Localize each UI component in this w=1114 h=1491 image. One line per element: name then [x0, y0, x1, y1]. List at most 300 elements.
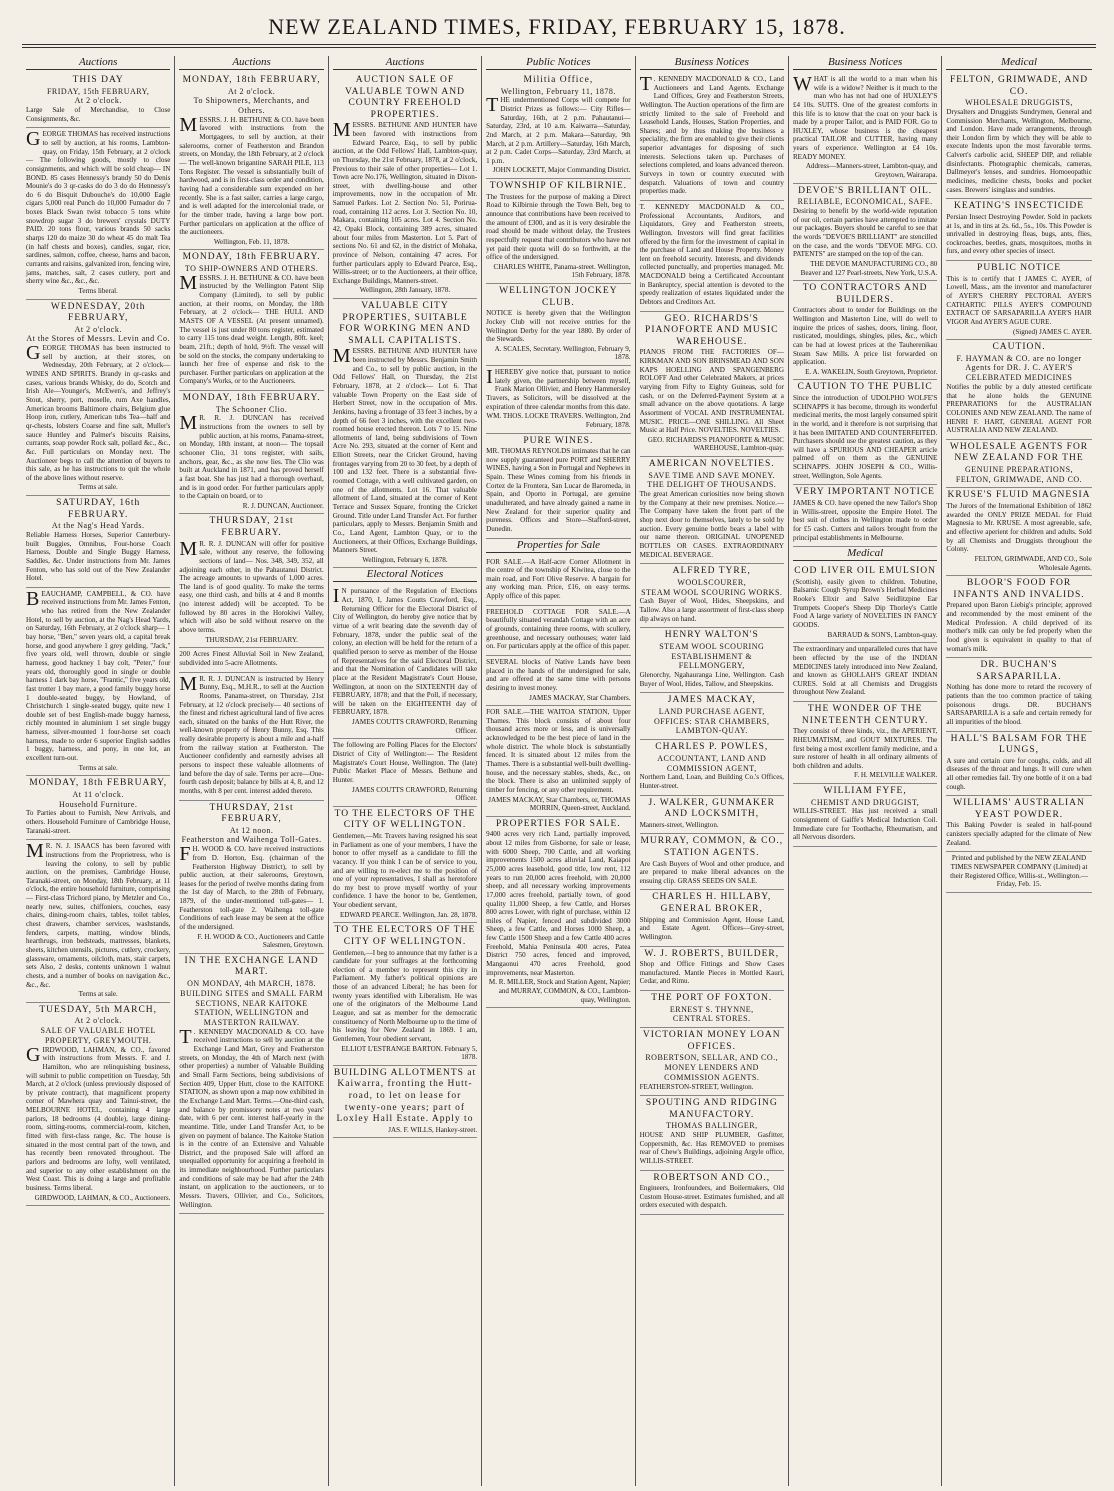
ad-body-text: [946, 601, 1091, 653]
ad-body-text: [333, 347, 477, 554]
ad-heading-line: ON MONDAY, 4th MARCH, 1878.: [187, 979, 317, 989]
advertisement: [793, 702, 937, 784]
ad-heading-line: Featherston and Waihenga Toll-Gates.: [181, 835, 322, 845]
ad-heading-line: BUILDING ALLOTMENTS at Kaiwarra, fronting the Hutt-road, to let on lease for twenty-one years; part of Loxley Hall Estate. Apply to: [333, 1067, 477, 1125]
ad-body-text: [640, 773, 784, 790]
advertisement: [946, 340, 1091, 440]
ad-body-text: [179, 537, 324, 635]
ad-signature: WM. THOS. LOCKE TRAVERS. Wellington, 2nd February, 1878.: [486, 412, 631, 429]
ad-body-text: [640, 75, 784, 196]
ad-heading-line: ROBERTSON, SELLAR, AND CO., MONEY LENDERS AND COMMISSION AGENTS.: [645, 1053, 779, 1082]
ad-heading-line: At the Nag's Head Yards.: [51, 521, 145, 531]
ad-body: To Parties about to Furnish, New Arrivals, and others. Household Furniture of Cambridge House, Taranaki-street.: [26, 809, 171, 835]
ad-body-text: [793, 727, 937, 770]
ad-heading-line: KEATING'S INSECTICIDE: [953, 201, 1085, 212]
ad-heading-line: AUCTION SALE OF VALUABLE TOWN AND COUNTRY FREEHOLD PROPERTIES.: [345, 75, 465, 120]
masthead-rule: [22, 44, 1096, 45]
ad-heading-line: MONDAY, 18th FEBRUARY,: [29, 778, 168, 789]
advertisement: [333, 923, 477, 1065]
ad-body-text: [793, 207, 937, 259]
ad-body: PIANOS FROM THE FACTORIES OF— KIRKMAN AND SON BRINSMEAD AND SON KAPS HOELLING AND SPANGENBERG ROLOFF And other Celebrated Makers, at prices varying from Fifty to Eighty Guineas, sold for cash, or on the Deferred-Payment System at a small advance on the above quotations. A large Assortment of VOCAL AND INSTRUMENTAL MUSIC. PRICE—ONE SHILLING. All Sheet Music at Half Price. NOVELTIES. NOVELTIES.: [639, 348, 784, 435]
ad-heading-line: FELTON, GRIMWADE, AND CO.: [955, 474, 1083, 484]
ad-signature: JAMES MACKAY, Star Chambers.: [529, 693, 631, 702]
ad-body: H. WOOD & CO. have received instructions from D. Horton, Esq. (chairman of the Featherston Highway District), to sell by public auction, at their salerooms, Greytown, leases for the period of twelve months dating from the 1st day of March, to the 28th of February, 1879, of the under-mentioned toll-gates— 1. Featherston toll-gate 2. Waihenga toll-gate Conditions of each lease may be seen at the office of the undersigned.: [179, 845, 324, 931]
ad-signature: GIRDWOOD, LAHMAN, & CO., Auctioneers.: [34, 1193, 171, 1202]
ad-body: Shipping and Commission Agent, House Land, and Estate Agent. Offices—Grey-street, Wellington.: [639, 915, 784, 941]
ad-body: Shop and Office Fittings and Show Cases manufactured. Mantle Pieces in Mottled Kauri, Cedar, and Rimu.: [639, 960, 784, 986]
ad-heading-line: PROPERTIES FOR SALE.: [495, 818, 621, 829]
ad-signature: M. R. MILLER, Stock and Station Agent, Napier; and MURRAY, COMMON, & CO., Lambton-quay, Wellington.: [488, 978, 631, 1004]
ad-body: Nothing has done more to retard the recovery of patients than the too common practice of taking poisonous drugs. DR. BUCHAN'S SARSAPARILLA is a safe and certain remedy for all impurities of the blood.: [946, 683, 1092, 726]
advertisement: [640, 1171, 784, 1216]
ad-heading-line: At 2 o'clock.: [74, 96, 122, 106]
advertisement: [640, 947, 784, 992]
ad-heading-line: THOMAS BALLINGER,: [665, 1121, 758, 1131]
ad-body-text: [486, 558, 630, 601]
ad-footer: Wellington, 28th January, 1878.: [359, 286, 451, 295]
ad-body-text: [486, 708, 630, 794]
ad-body: Cash Buyer of Wool, Hides, Sheepskins, and Tallow. Also a large assortment of first-class sheep dip always on hand.: [639, 597, 784, 623]
advertisement: [486, 556, 630, 606]
ad-heading-line: THE DELIGHT OF THOUSANDS.: [647, 480, 777, 490]
ad-heading-line: STEAM WOOL SCOURING WORKS.: [641, 587, 783, 597]
ad-body: SEVERAL blocks of Native Lands have been placed in the hands of the undersigned for sale, and are offered at the same time with persons desiring to invest money.: [486, 657, 631, 692]
advertisement: [640, 1028, 784, 1096]
ad-body: Are Cash Buyers of Wool and other produce, and are prepared to make liberal advances on the ensuing clip. GRASS SEEDS ON SALE.: [639, 859, 784, 885]
ad-heading-line: To Shipowners, Merchants, and Others.: [193, 96, 310, 116]
ad-body: R. R. J. DUNCAN will offer for positive sale, without any reserve, the following sections of land— Nos. 348, 349, 352, all adjoining each other, in the Pahautanui District. The acreage amounts to upwards of 1,000 acres. The land is of good quality. To make the terms easy, one third cash, and bills at 4 and 8 months (no interest added) will be accepted. To be followed by 80 acres in the Horokiwi Valley, which will also be sold without reserve on the above terms.: [179, 539, 324, 635]
advertisement: [640, 457, 784, 564]
ad-body-text: [486, 309, 630, 344]
ad-body-text: [640, 597, 784, 623]
ad-body: They consist of three kinds, viz., the APERIENT, RHEUMATISM, and GOUT MIXTURES. The first being a most excellent family medicine, and a sure restorer of health in all ordinary ailments of both children and adults.: [792, 727, 938, 770]
advertisement: [486, 706, 630, 817]
ad-heading-line: CAUTION.: [992, 342, 1046, 353]
ad-heading-line: SATURDAY, 16th FEBRUARY.: [56, 498, 141, 520]
ad-heading-line: OFFICES: STAR CHAMBERS,: [653, 716, 770, 726]
ad-body: ESSRS. J. H. BETHUNE & CO. have been instructed by the Wellington Patent Slip Company (Limited), to sell by public auction, at their rooms, on Monday, the 18th February, at 2 o'clock— THE HULL AND MASTS OF A VESSEL (At present unnamed). The vessel is just under 80 tons register, estimated to carry 115 tons dead weight. Length, 80ft. keel; beam, 21ft.; depth of hold, 9½ft. The vessel will be sold on the stocks, the company undertaking to launch her free of expense and risk to the purchaser. Further particulars on application at the Company's Works, or to the Auctioneers.: [179, 273, 324, 386]
ad-heading-line: ROBERTSON AND CO.,: [653, 1172, 771, 1183]
ad-body-text: [486, 447, 630, 533]
ad-heading-line: At 2 o'clock.: [74, 324, 122, 334]
ad-body-text: [333, 587, 477, 717]
ad-body-text: [946, 213, 1091, 256]
ad-heading-line: TO THE ELECTORS OF THE CITY OF WELLINGTON.: [334, 808, 476, 831]
ad-body-text: [793, 499, 937, 542]
drop-capital: M: [332, 345, 351, 368]
ad-heading-line: JAMES MACKAY,: [667, 695, 756, 706]
advertisement: [179, 673, 323, 801]
advertisement: [486, 284, 630, 366]
ad-signature: EDWARD PEARCE. Wellington, Jan. 28, 1878.: [339, 910, 478, 919]
ad-body: HOUSE AND SHIP PLUMBER, Gasfitter, Coppersmith, &c. Has REMOVED to premises rear of Chew's Buildings, adjoining Argyle office, WILLIS-STREET.: [639, 1131, 784, 1165]
ad-heading-line: CHARLES P. POWLES,: [655, 742, 769, 753]
ad-body-text: [640, 1083, 784, 1092]
ad-signature: (Signed) JAMES C. AYER.: [1012, 327, 1092, 336]
ad-body: FEATHERSTON-STREET, Wellington.: [639, 1082, 754, 1091]
ad-body: The great American curiosities now being shown by the Company at their new premises. Notice.—The Company have taken the front part of the shop next door to themselves, lately to be sold by auction. Every genuine bottle bears a label with our name thereon. ORIGINAL UNOPENED BOTTLES OR CASES. EXTRAORDINARY MEDICAL BEVERAGE.: [639, 490, 784, 559]
ad-body: This Baking Powder is sealed in half-pound canisters specially adapted for the climate of New Zealand.: [946, 821, 1092, 847]
advertisement: [26, 128, 170, 299]
ad-heading-line: VICTORIAN MONEY LOAN OFFICES.: [642, 1030, 781, 1052]
ad-heading-line: SAVE TIME AND SAVE MONEY.: [648, 470, 776, 480]
ad-footer: Terms at sale.: [78, 990, 118, 999]
ad-heading-line: STEAM WOOL SCOURING: [659, 641, 765, 651]
ad-body: Large Sale of Merchandise, to Close Consignments, &c.: [26, 106, 171, 123]
ad-heading-line: RELIABLE, ECONOMICAL, SAFE.: [797, 197, 933, 207]
ad-heading-line: VALUABLE CITY PROPERTIES, SUITABLE FOR WORKING MEN AND SMALL CAPITALISTS.: [339, 301, 471, 346]
advertisement: [793, 380, 937, 485]
ad-body: A sure and certain cure for coughs, colds, and all diseases of the throat and lungs. It will cure when all other remedies fail. Try one bottle of it on a bad cough.: [946, 756, 1092, 791]
advertisement: [946, 261, 1091, 340]
ad-signature: ELLIOT L'ESTRANGE BARTON. February 5, 1878.: [341, 1044, 478, 1062]
ad-footer: Terms liberal.: [78, 286, 118, 295]
ad-heading-line: AMERICAN NOVELTIES.: [648, 459, 775, 470]
ad-body: EAUCHAMP, CAMPBELL, & CO. have received instructions from Mr. James Fenton, who has retired from the New Zealander Hotel, to sell by auction, at the Nag's Head Yards, on Saturday, 16th February, at 2 o'clock sharp— 1 bay horse, "Ben," seven years old, a capital break horse, and good anywhere 1 grey gelding, "Jack," five years old, well thrown, double or single harness, good hackney 1 bay colt, "Peter," four years old, thoroughly good in single or double harness 1 dark bay horse, "Frantic," five years old, fast trotter 1 bay mare, a good family buggy horse 1 double-seated buggy, by Howland, of Christchurch 1 single-seated buggy, quite new 1 double set of best English-made buggy harness, richly mounted in aluminium 1 set single buggy harness, silver-mounted 1 four-horse set coach harness, made to order 6 superior English saddles 1 buggy, harness, and pony, in one lot, an excellent turn-out.: [26, 589, 171, 762]
ad-heading-line: HALL'S BALSAM FOR THE LUNGS,: [950, 733, 1088, 756]
advertisement: [946, 576, 1091, 658]
column-section-heading: Auctions: [179, 56, 323, 70]
advertisement: [486, 366, 630, 433]
advertisement: [640, 834, 784, 890]
ad-body: Reliable Harness Horses, Superior Canterbury-built Buggies, Omnibus, Four-horse Coach Harness, Double and Single Buggy Harness, Saddles, &c. Under instructions from Mr. James Fenton, who has sold out of the New Zealander Hotel.: [26, 530, 171, 583]
ad-body: IRDWOOD, LAHMAN, & CO., favored with instructions from Messrs. F. and J. Hamilton, who are relinquishing business, will submit to public competition on Tuesday, 5th March, at 2 o'clock (unless previously disposed of by private contract), that magnificent property corner of Mawhera quay and Tainui-street, the MELBOURNE HOTEL, containing 4 large parlors, 18 bedrooms (4 double), large dining-room, sitting-rooms, commercial-room, kitchen, fitted with first-class range, &c. The house is situated in the most central part of the town, and has recently been renovated throughout. The parlors and bedrooms are lofty, well ventilated, and superior to any other establishment on the West Coast. This is doing a large and profitable business. Terms liberal.: [26, 1045, 171, 1192]
ad-body-text: [640, 1184, 784, 1210]
advertisement: [640, 73, 784, 201]
advertisement: [640, 201, 784, 312]
advertisement: [793, 784, 937, 847]
ad-heading-line: At 2 o'clock.: [74, 1016, 122, 1026]
advertisement: [26, 300, 170, 497]
ad-body-text: [26, 531, 170, 583]
ad-heading-line: ALFRED TYRE,: [672, 566, 751, 577]
column-section-heading: Medical: [946, 56, 1091, 70]
advertisement: [640, 740, 784, 795]
ad-heading-line: TO THE ELECTORS OF THE CITY OF WELLINGTON.: [334, 925, 476, 947]
advertisement: [333, 1066, 477, 1139]
ad-heading-line: SPOUTING AND RIDGING MANUFACTORY.: [645, 1098, 778, 1120]
ad-body: 9400 acres very rich Land, partially improved, about 12 miles from Gisborne, for sale or lease, with 6000 Sheep, 700 Cattle, and all working improvements 1500 acres alluvial Land, Kaiapoi 25,000 acres leasehold, good title, low rent, 112 years to run 20,000 acres freehold, with 20,000 sheep, and all necessary working improvements 17,000 acres freehold, partially town, of good quality 11,000 Sheep, a few Cattle, and Horses 800 acres Lower, with right of purchase, within 12 miles of Napier, fenced and subdivided 3000 Sheep, a few Cattle, and Horses 1000 Sheep, a few Cattle 1500 Sheep and a few Cattle 400 acres Freehold, Mahia Peninsula 400 acres, Patea District 750 acres, fenced and improved, Mangaonui 470 acres Freehold, good improvements, near Masterton.: [486, 830, 631, 977]
ad-heading-line: COD LIVER OIL EMULSION: [794, 566, 936, 577]
ad-heading-line: SALE OF VALUABLE HOTEL PROPERTY, GREYMOUTH.: [40, 1026, 156, 1045]
ad-body: ESSRS. J. H. BETHUNE & CO. have been favored with instructions from the Mortgagees, to sell by auction, at their salerooms, corner of Featherston and Brandon streets, on Monday, the 18th February, at 2 o'clock— The well-known brigantine SARAH PILE, 113 Tons Register. The vessel is substantially built of hardwood, and is in first-class order and condition, having had a considerable sum expended on her recently. She is a fast sailer, carries a large cargo, and is well adapted for the intercolonial trade, or for the timber trade, having a large bow port. Further particulars on application at the office of the auctioneers.: [179, 115, 324, 237]
ad-body-text: [640, 916, 784, 942]
ad-body-text: [640, 490, 784, 559]
drop-capital: M: [179, 113, 198, 136]
printer-imprint: Printed and published by the NEW ZEALAND TIMES NEWSPAPER COMPANY (Limited) at their Registered Office, Willis-st., Wellington.—Friday, Feb. 15.: [950, 854, 1088, 889]
ad-body-text: [946, 757, 1091, 792]
ad-heading-line: Household Furniture.: [58, 799, 138, 809]
drop-capital: G: [26, 1043, 41, 1066]
ad-signature: R. J. DUNCAN, Auctioneer.: [242, 501, 324, 510]
advertisement: [333, 807, 477, 924]
ad-heading-line: DEVOE'S BRILLIANT OIL.: [798, 185, 933, 196]
drop-capital: B: [26, 587, 40, 610]
column-4: [482, 56, 635, 1486]
ad-body-text: [486, 658, 630, 693]
ad-body-text: [793, 578, 937, 630]
ad-body-text: [333, 949, 477, 1044]
advertisement: [946, 796, 1091, 852]
advertisement: [179, 514, 323, 648]
ad-body-text: [26, 1043, 171, 1193]
ad-body-text: [946, 108, 1091, 194]
ad-heading-line: J. WALKER, GUNMAKER AND LOCKSMITH,: [648, 797, 775, 820]
column-2: [175, 56, 328, 1486]
ad-body: HE undermentioned Corps will compete for District Prizes as follows:— City Rifles—Saturday, 16th, at 2 p.m. Pahautanui—Saturday, 23rd, at 10 a.m. Kaiwarra—Saturday, 2nd March, at 2 p.m. Makara—Saturday, 9th March, at 2 p.m. Artillery—Saturday, 16th March, at 2 p.m. Cadet Corps—Saturday, 23rd March, at 1 p.m.: [486, 96, 631, 165]
ad-body: EORGE THOMAS has received instructions to sell by auction, at his rooms, Lambton-quay, on Friday, 15th February, at 2 o'clock— The following goods, mostly to close consignments, and which will be sold cheap— IN BOND. 85 cases Hennessy's brandy 50 do Denis Mounie's do 3 qr-casks do do 3 do do Hennessy's do 6 do Bisquit Dubouche's do 10,000 Eagle cigars 5,000 real Punch do 10,000 Fumador do 7 boxes Black Swan twist tobacco 5 tons white snowdrop sugar 3 do brewers' crystals DUTY PAID. 20 tons flour, various brands 50 sacks sharps 120 do maize 30 do wheat 45 do malt Tea (in half chests and boxes), candles, sugar, rice, sardines, salmon, coffee, cheese, hams and bacon, currants and raisins, galvanized iron, fencing wire, jams, matches, salt, 2 cases cutlery, port and sherry wine &c., &c., &c.: [26, 130, 171, 286]
advertisement: [793, 73, 937, 184]
ad-body-text: [640, 671, 784, 688]
ad-body-text: [946, 821, 1091, 847]
ad-signature: THE DEVOE MANUFACTURING CO., 80 Beaver and 127 Pearl-streets, New York, U.S.A.: [800, 259, 938, 277]
ad-heading-line: THURSDAY, 21st FEBRUARY,: [209, 802, 294, 825]
advertisement: [333, 585, 477, 739]
column-section-heading: Public Notices: [486, 56, 630, 70]
advertisement: [26, 776, 170, 840]
ad-body: NOTICE is hereby given that the Wellington Jockey Club will not receive entries for the Wellington Derby for the year 1880. By order of the Stewards.: [486, 309, 631, 344]
drop-capital: G: [26, 342, 41, 365]
ad-body-text: [486, 368, 630, 411]
ad-body: . KENNEDY MACDONALD & CO. have received instructions to sell by auction at the Exchange Land Mart, Grey and Featherston streets, on Monday, the 4th of March next (with other properties) a number of Valuable Building and Small Farm Sections, being subdivisions of Section 409, Upper Hutt, close to the KAITOKE STATION, as shown upon a map now exhibited in the Exchange Land Mart. Terms.—One-third cash, and balance by promissory notes at two years' date, with 6 per cent. interest half-yearly in the meantime. Title, under Land Transfer Act, to be given on payment of balance. The Kaitoke Station is in the centre of an Extensive and Valuable District, and the proposed Sale will afford an unequalled opportunity for acquiring a freehold in its immediate neighbourhood. Further particulars and conditions of sale may be had after the 24th instant, on application to the auctioneers, or to Messrs. Travers, Ollivier, and Co., Solicitors, Wellington.: [179, 1027, 324, 1209]
ad-body-text: [26, 344, 170, 482]
ad-body: JAMES & CO. have opened the new Tailor's Shop in Willis-street, opposite the Empire Hotel. The best suit of clothes in Wellington made to order for £5 cash. Cutters and tailors brought from the principal establishments in Melbourne.: [792, 498, 938, 542]
ad-signature: F. H. MELVILLE WALKER.: [853, 771, 938, 780]
advertisement: [486, 606, 630, 656]
ad-body-text: [946, 502, 1091, 554]
ad-heading-line: THURSDAY, 21st FEBRUARY.: [209, 516, 294, 539]
ad-signature: JOHN LOCKETT, Major Commanding District.: [492, 166, 631, 175]
ad-body: The Trustees for the purpose of making a Direct Road to Kilbirnie through the Town Belt, beg to announce that contributions have been received to the amount of £300, and as it is very desirable the road should be made without delay, the Trustees respectfully request that contributors who have not yet paid their quota will do so forthwith, at the office of the undersigned.: [486, 192, 631, 262]
ad-signature: JAS. F. WILLS, Hankey-street.: [388, 1125, 478, 1134]
advertisement: [486, 434, 630, 539]
ad-body-text: [333, 832, 477, 910]
ad-body: Glenorchy, Ngahauranga Line, Wellington. Cash Buyer of Wool, Hides, Tallow, and Sheepskins.: [639, 671, 784, 688]
ad-heading-line: TO SHIP-OWNERS AND OTHERS.: [184, 264, 319, 274]
ad-heading-line: FELTON, GRIMWADE, AND CO.: [949, 75, 1089, 97]
ad-body-text: [179, 650, 323, 667]
ad-body: Since the introduction of UDOLPHO WOLFE'S SCHNAPPS it has become, through its wonderful medicinal merits, the most largely consumed spirit in the world, and it therefore is not surprising that it has been IMITATED AND COUNTERFEITED. Purchasers should use the greatest caution, as they will have a SPURIOUS AND CHEAPER article palmed off on them as the GENUINE SCHNAPPS. JOHN JOSEPH & CO., Willis-street, Wellington, Sole Agents.: [792, 394, 938, 480]
ad-body-text: [640, 1131, 784, 1166]
advertisement: [946, 732, 1091, 797]
ad-body-text: [333, 741, 477, 784]
column-6: [789, 56, 942, 1486]
ad-body-text: [793, 645, 937, 697]
ad-heading-line: MONDAY, 18th FEBRUARY.: [182, 252, 321, 263]
ad-footer: Terms at sale.: [78, 763, 118, 772]
advertisement: [640, 628, 784, 693]
drop-capital: T: [486, 94, 499, 117]
ad-body: Gentlemen,—Mr. Travers having resigned his seat in Parliament as one of your members, I have the honor to offer myself as a candidate to fill the vacancy. If you think I can be of service to you, and are willing to re-elect me to the position of one of your representatives, I shall as heretofore do my best to prove myself worthy of your confidence. I have the honor to be, Gentlemen, Your obedient servant,: [332, 831, 478, 910]
ad-body: . KENNEDY MACDONALD & CO., Land Auctioneers and Land Agents. Exchange Land Offices, Grey and Featherston Streets, Wellington. The Auction operations of the firm are strictly limited to the sale of Freehold and Leasehold Lands, Houses, Station Properties, and Shares; and by thus making the business a speciality, the firm are enabled to give their clients superior advantages for disposing of such interests. Selections taken up. Purchases of selections completed, and loans advanced thereon. Surveys in town or country executed with despatch. Valuations of town and country properties made.: [639, 75, 784, 196]
drop-capital: M: [179, 271, 198, 294]
ad-heading-line: BLOOR'S FOOD FOR INFANTS AND INVALIDS.: [953, 578, 1085, 600]
advertisement: [486, 656, 630, 706]
ad-body-text: [793, 807, 937, 842]
ad-body: Manners-street, Wellington.: [639, 820, 719, 829]
ad-heading-line: LAND PURCHASE AGENT,: [658, 706, 765, 716]
ad-body-text: [333, 121, 477, 285]
advertisement: [26, 840, 170, 1003]
section-heading: Medical: [793, 547, 937, 561]
ad-body-text: [640, 821, 784, 830]
advertisement: [793, 485, 937, 547]
columns-container: [22, 56, 1096, 1486]
advertisement: [793, 564, 937, 643]
drop-capital: F: [179, 843, 191, 866]
advertisement: [179, 648, 323, 672]
advertisement: [179, 391, 323, 514]
ad-body: The extraordinary and unparalleled cures that have been effected by the use of the INDIAN MEDICINES lately introduced into New Zealand, and known as GHOLLAH'S GREAT INDIAN CURES. Sold at all Chemists and Druggists throughout New Zealand.: [792, 645, 938, 697]
ad-heading-line: At 2 o'clock.: [227, 86, 276, 96]
advertisement: [179, 954, 323, 1214]
ad-body: EORGE THOMAS has been instructed to sell by auction, at their stores, on Wednesday, 20th February, at 2 o'clock— WINES AND SPIRITS. Brandy in qr-casks and cases, various brands Whisky, do do, Scotch and Irish Ale—Younger's, McEwen's, and Jeffrey's Stout, sherry, port, moselle, rum Axe handles, American brooms Baltimore chairs, Belgium glue Hoop iron, cutlery, American tubs Tea—half and qr-chests, lobsters Coarse and fine salt, Muller's sauce Huntley and Palmer's biscuits Raisins, currants, soap powder Rock salt, pollard &c., &c., &c. Full particulars on Monday next. The Auctioneer begs to call the attention of buyers to this sale, as he has instructions to quit the whole of the above lines without reserve.: [26, 344, 171, 482]
advertisement: [793, 281, 937, 380]
ad-body: Drysalters and Druggists Sundrymen, General and Commission Merchants, Wellington, Melbourne, and London. Have made arrangements, through their London firm by which they will be able to execute Indents upon the most favorable terms. Calvert's carbolic acid, SHEEP DIP, and reliable disinfectants. Photographic chemicals, cameras, Dallmeyer's lenses, and sundries. Homoeopathic medicines, medicine chests, books and pocket cases. Brewers' isinglass and sundries.: [946, 107, 1092, 194]
ad-body-text: [486, 193, 630, 262]
advertisement: [179, 801, 323, 954]
advertisement: [640, 693, 784, 740]
ad-footer: Wellington, February 6, 1878.: [362, 555, 448, 564]
advertisement: [946, 73, 1091, 199]
ad-body: ESSRS. BETHUNE AND HUNTER have been favored with instructions from Edward Pearce, Esq., to sell by public auction, at the Odd Fellows' Hall, Lambton-quay, on Thursday, the 21st February, 1878, at 2 o'clock, Previous to their sale of other properties— Lot 1. Town acre No.176, Wellington, situated in Dixon-street, with dwelling-house and other improvements, now in the occupation of Mr. Samuel Parkes. Lot 2. Section No. 51, Porirua-road, containing 112 acres. Lot 3. Section No. 10, Makara, containing 105 acres. Lot 4. Section No. 42, Opaki Block, containing 389 acres, situated about four miles from Masterton. Lot 5. Part of sections No. 61 and 62, in the district of Mohaka, province of Nelson, containing 47 acres. For further particulars apply to Edward Pearce, Esq., Willis-street; or to the Auctioneers, at their office, Exchange Buildings, Manners-street.: [332, 121, 478, 285]
ad-body-text: [946, 383, 1091, 435]
ad-body: HEREBY give notice that, pursuant to notice lately given, the partnership between myself, Frank Marion Ollivier, and Henry Hammersley Travers, as Solicitors, will be dissolved at the expiration of three calendar months from this date.: [486, 368, 631, 411]
ad-body: Contractors about to tender for Buildings on the Wellington and Masterton Line, will do well to inquire the prices of sashes, doors, lining, floor, rusticated, mouldings, shingles, piles, &c., which can be had at lowest prices at the Tauherenikau Steam Saw Mills. A price list forwarded on application.: [792, 306, 938, 367]
ad-body: (Scottish), easily given to children. Tobutine, Balsamic Cough Syrup Brown's Herbal Medicines Rooke's Elixir and Salve Seidlitzpine Ear Trumpets Cooper's Sheep Dip Thorley's Cattle Food A large variety of NOVELTIES IN FANCY GOODS.: [792, 577, 938, 629]
advertisement: [640, 890, 784, 946]
ad-heading-line: At 11 o'clock.: [72, 789, 124, 799]
advertisement: [946, 658, 1091, 731]
ad-heading-line: WEDNESDAY, 20th FEBRUARY,: [50, 301, 146, 324]
ad-body: ESSRS. BETHUNE AND HUNTER have been instructed by Messrs. Benjamin Smith and Co., to sell by public auction, in the Odd Fellows' Hall, on Thursday, the 21st February, 1878, at 2 o'clock— Lot 6. That valuable Town Property on the East side of Herbert Street, now in the occupation of Mrs. Jenkins, having a frontage of 33 feet 3 inches, by a depth of 66 feet 3 inches, with the excellent two-roomed house erected thereon. Lots 7 to 15. Nine allotments of land, being subdivisions of Town Acre No. 293, situated at the corner of Kent and Elliott Streets, near the Cricket Ground, having frontages varying from 20 to 30 feet, by a depth of 100 and 132 feet. There is a substantial five-roomed Cottage, with a well cultivated garden, on one of the allotments. Lot 16. That valuable allotment of Land, situated at the corner of Kent Terrace and Sussex Square, fronting the Cricket Ground. Title under Land Transfer Act. For further particulars, apply to Messrs. Benjamin Smith and Co., Land Agent, Lambton Quay, or to the Auctioneers, at their Offices, Exchange Buildings, Manners Street.: [332, 347, 478, 555]
ad-body: R. N. J. ISAACS has been favored with instructions from the Proprietress, who is leaving the colony, to sell by public auction, on the premises, Cambridge House, Taranaki-street, on Monday, 18th February, at 11 o'clock, the entire household furniture, comprising— First-class Trichord piano, by Metzler and Co., nearly new, suites, chiffoniers, couches, easy chairs, dining-room chairs, tables, toilet tables, chest drawers, chamber services, washstands, fenders, carpets, matting, window blinds, hearthrugs, iron bedsteads, mattresses, blankets, sheets, kitchen utensils, pictures, cutlery, crockery, glassware, ornaments, oilcloth, mats, stair carpets, sets Also, 2 desks, contents unknown 1 walnut chests, and a number of books on navigation &c., &c., &c.: [26, 842, 171, 989]
advertisement: [640, 796, 784, 835]
ad-body: Notifies the public by a duly attested certificate that he alone holds the GENUINE PREPARATIONS for the AUSTRALIAN COLONIES AND NEW ZEALAND. The name of HENRI F. HART, GENERAL AGENT FOR AUSTRALIA AND NEW ZEALAND.: [946, 382, 1092, 435]
advertisement: [640, 991, 784, 1028]
ad-body-text: [946, 683, 1091, 726]
ad-signature: A. SCALES, Secretary. Wellington, February 9, 1878.: [494, 344, 631, 362]
drop-capital: M: [179, 537, 198, 560]
advertisement: [793, 184, 937, 281]
advertisement: [946, 488, 1091, 576]
ad-heading-line: CHEMIST AND DRUGGIST,: [811, 797, 920, 807]
ad-heading-line: The Schooner Clio.: [215, 404, 288, 414]
masthead: [0, 0, 1114, 46]
ad-body: Engineers, Ironfounders, and Boilermakers, Old Custom House-street. Estimates furnished, and all orders executed with despatch.: [639, 1184, 784, 1210]
ad-heading-line: GEO. RICHARDS'S PIANOFORTE AND MUSIC WAREHOUSE.: [645, 313, 779, 347]
ad-heading-line: WILLIAM FYFE,: [823, 786, 907, 797]
ad-footer: Wellington, Feb. 11, 1878.: [213, 237, 290, 246]
ad-heading-line: ERNEST S. THYNNE,: [669, 1004, 754, 1014]
ad-heading-line: TO CONTRACTORS AND BUILDERS.: [802, 283, 928, 305]
ad-heading-line: CAUTION TO THE PUBLIC: [797, 382, 933, 393]
ad-body: HAT is all the world to a man when his wife is a widow? Neither is it much to the man who has not had one of HUXLEY'S £4 10s. SUITS. One of the greatest comforts in this life is to know that the coat on your back is made by a proper Tailor, and is PAID FOR. Go to HUXLEY, whose business is the cheapest practical TAILOR and CUTTER, having many years of experience. Wellington at £4 10s. READY MONEY.: [792, 75, 938, 161]
ad-heading-line: WILLIAMS' AUSTRALIAN YEAST POWDER.: [953, 798, 1085, 820]
ad-signature: JAMES COUTTS CRAWFORD, Returning Officer.: [352, 718, 478, 735]
ad-body-text: [26, 842, 170, 989]
ad-signature: E. A. WAKELIN, South Greytown, Proprietor.: [805, 367, 938, 376]
ad-heading-line: Militia Office,: [523, 75, 594, 85]
ad-heading-line: ESTABLISHMENT & FELLMONGERY,: [671, 651, 753, 671]
ad-body: The Jurors of the International Exhibition of 1862 awarded the ONLY PRIZE MEDAL for Fluid Magnesia to Mr. KRUSE. A most agreeable, safe, and effective aperient for children and adults. Sold by all Chemists and Druggists throughout the Colony.: [946, 502, 1092, 554]
ad-body-text: [179, 414, 323, 500]
drop-capital: T: [639, 73, 652, 95]
ad-body: 200 Acres Finest Alluvial Soil in New Zealand, subdivided into 5-acre Allotments.: [179, 650, 324, 667]
section-heading: Properties for Sale: [486, 539, 630, 553]
advertisement: [946, 440, 1091, 489]
ad-body: FREEHOLD COTTAGE FOR SALE.—A beautifully situated verandah Cottage with an acre of grounds, containing three rooms, with scullery, greenhouse, and necessary outhouses; water laid on. For particulars apply at the office of this paper.: [486, 607, 631, 651]
ad-body: FOR SALE.—A Half-acre Corner Allotment in the centre of the township of Kiwitea, close to the main road, and Fort Olive Reserve. A bargain for any working man. Price, £16, on easy terms. Apply office of this paper.: [486, 557, 631, 601]
ad-signature: FELTON, GRIMWADE, AND CO., Sole Wholesale Agents.: [974, 554, 1092, 572]
ad-footer: Terms at sale.: [78, 483, 118, 492]
ad-body: Prepared upon Baron Liebig's principle; approved and recommended by the most eminent of the Medical Profession. A child deprived of its mother's milk can only be fed properly when the food given is equivalent in quality to that of woman's milk.: [946, 601, 1092, 653]
ad-heading-line: WHOLESALE DRUGGISTS,: [965, 98, 1073, 108]
drop-capital: I: [332, 585, 340, 608]
column-section-heading: Auctions: [333, 56, 477, 70]
ad-body: Gentlemen,—I beg to announce that my father is a candidate for your suffrages at the forthcoming election of a member to represent this city in Parliament. My father's political opinions are those of an advanced Liberal; he has been for twenty years identified with Liberalism. He was one of the originators of the Melbourne Land League, and sat as member for the democratic constituency of North Melbourne up to the time of his leaving for New Zealand in 1869. I am, Gentlemen, Your obedient servant,: [332, 948, 478, 1043]
advertisement: [793, 643, 937, 702]
ad-signature: Address—Manners-street, Lambton-quay, and Greytown, Wairarapa.: [805, 162, 938, 180]
ad-heading-line: Wellington, February 11, 1878.: [500, 86, 616, 96]
ad-body: The following are Polling Places for the Electors' District of City of Wellington:— The Resident Magistrate's Court House, Wellington. The (late) Public Market Place of Messrs. Bethune and Hunter.: [332, 741, 478, 784]
ad-body-text: [640, 860, 784, 886]
masthead-rule-secondary: [22, 47, 1096, 48]
advertisement: [640, 312, 784, 457]
ad-heading-line: At 12 noon.: [229, 825, 274, 835]
ad-body: This is to certify that I JAMES C. AYER, of Lowell, Mass., am the inventor and manufacturer of AYER'S CHERRY PECTORAL AYER'S CATHARTIC PILLS AYER'S COMPOUND EXTRACT OF SARSAPARILLA AYER'S HAIR VIGOR And AYER'S AGUE CURE.: [946, 274, 1092, 326]
ad-heading-line: MONDAY, 18th FEBRUARY.: [182, 393, 321, 404]
ad-body: R. R. J. DUNCAN has received instructions from the owners to sell by public auction, at his rooms, Panama-street, on Monday, 18th instant, at noon— The topsail schooner Clio, 31 tons register, with sails, anchors, gear, &c., as she now lies. The Clio was built at Auckland in 1871, and has proved herself a fast boat. She has just had a thorough overhaul, and is in good order. For further particulars apply to the Captain on board, or to: [179, 414, 324, 501]
drop-capital: W: [792, 73, 812, 95]
column-section-heading: Auctions: [26, 56, 170, 70]
ad-heading-line: DR. BUCHAN'S SARSAPARILLA.: [976, 660, 1062, 682]
ad-body: MR. THOMAS REYNOLDS intimates that he can now supply guaranteed pure PORT and SHERRY WINES, having a Son in Portugal and Nephews in Spain. These Wines coming from his friends in Cortez de la Frontera, San Lucar de Baromeda, in Spain, and Oporto in Portugal, are genuine unadulterated, and have already gained a name in New Zealand for their superior quality and pureness. Offices and Store—Stafford-street, Dunedin.: [486, 447, 631, 533]
ad-body: Desiring to benefit by the world-wide reputation of our oil, certain parties have attempted to imitate our packages. Buyers should be careful to see that the words "DEVOE'S BRILLIANT" are stencilled on the case, and the words "DEVOE MFG. CO. PATENTS" are stamped on the top of the can.: [792, 207, 938, 259]
advertisement: [333, 73, 477, 299]
column-7: [942, 56, 1095, 1486]
ad-body-text: [26, 130, 170, 286]
ad-heading-line: At the Stores of Messrs. Levin and Co.: [26, 334, 171, 344]
ad-heading-line: FRIDAY, 15th FEBRUARY,: [46, 86, 150, 96]
ad-body-text: [179, 113, 324, 237]
advertisement: [333, 739, 477, 806]
ad-footer: THURSDAY, 21st FEBRUARY.: [205, 635, 298, 644]
ad-heading-line: THE WONDER OF THE NINETEENTH CENTURY.: [801, 704, 929, 726]
column-1: [22, 56, 175, 1486]
section-heading: Electoral Notices: [333, 568, 477, 582]
ad-heading-line: GENUINE PREPARATIONS,: [965, 464, 1074, 474]
advertisement: [640, 564, 784, 628]
advertisement: [26, 496, 170, 588]
drop-capital: M: [332, 119, 351, 142]
ad-body: FOR SALE.—THE WAITOA STATION, Upper Thames. This block consists of about four thousand acres more or less, and is universally acknowledged to be the best piece of land in the whole district. The whole block is substantially fenced. It is situated about 12 miles from the Thames. There is a substantial well-built dwelling-house, and the necessary stables, sheds, &c., on the block. There is also an unlimited supply of timber for fencing, or any other requirement.: [486, 708, 631, 794]
ad-body-text: [640, 203, 784, 307]
ad-body-text: [793, 394, 937, 480]
ad-signature: JAMES COUTTS CRAWFORD, Returning Officer.: [352, 785, 478, 803]
ad-body: Persian Insect Destroying Powder. Sold in packets at 1s, and in tins at 2s. 6d., 5s., 10s. This Powder is unrivalled in destroying fleas, bugs, ants, flies, cockroaches, beetles, gnats, mosquitoes, moths in furs, and every other species of insect.: [946, 212, 1092, 256]
ad-heading-line: PURE WINES.: [523, 435, 594, 446]
ad-heading-line: CENTRAL STORES.: [672, 1014, 751, 1024]
advertisement: [179, 73, 323, 250]
ad-heading-line: HENRY WALTON'S: [664, 630, 759, 641]
ad-heading-line: LAMBTON-QUAY.: [675, 726, 748, 736]
drop-capital: T: [179, 1025, 192, 1048]
ad-body: N pursuance of the Regulation of Elections Act, 1870, I, James Coutts Crawford, Esq., Returning Officer for the Electoral District of City of Wellington, do hereby give notice that by virtue of a writ bearing date the seventh day of February, 1878, under the public seal of the colony, an election will be held for the return of a qualified person to serve as member of the House of Representatives for the said Electoral District, and that the Nomination of Candidates will take place at the Resident Magistrate's Court House, Wellington, at noon on the SIXTEENTH day of FEBRUARY, 1878; and that the Poll, if necessary, will be taken on the EIGHTEENTH day of FEBRUARY, 1878.: [332, 587, 478, 717]
column-5: [636, 56, 789, 1486]
ad-signature: CHARLES WHITE, Panama-street. Wellington, 15th February, 1878.: [493, 262, 631, 280]
advertisement: [486, 817, 630, 1008]
